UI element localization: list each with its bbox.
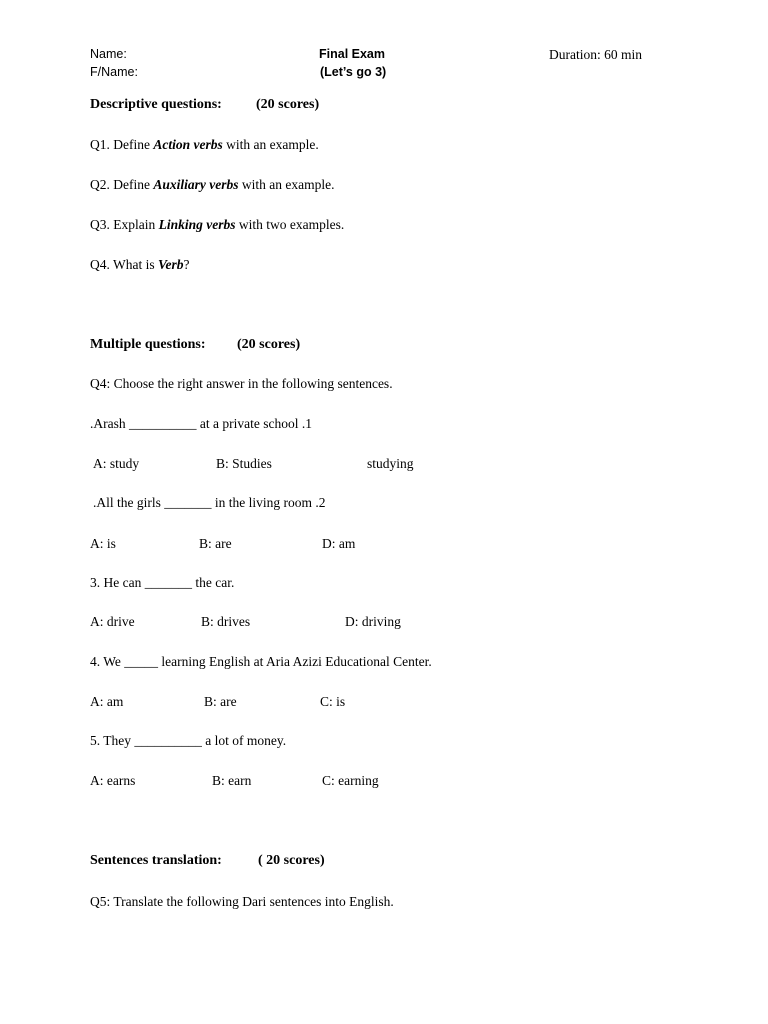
mc-sentence: .All the girls _______ in the living room .2 <box>93 495 326 510</box>
mc-option: B: Studies <box>216 456 272 471</box>
mc-option: D: am <box>322 536 356 551</box>
question-term: Auxiliary verbs <box>153 177 239 192</box>
question-prefix: Q3. Explain <box>90 217 159 232</box>
exam-duration: Duration: 60 min <box>549 47 642 62</box>
mc-sentence: 3. He can _______ the car. <box>90 575 235 590</box>
translation-heading: Sentences translation: <box>90 853 222 868</box>
question-prefix: Q2. Define <box>90 177 154 192</box>
descriptive-scores: (20 scores) <box>256 97 320 112</box>
question-prefix: Q4. What is <box>90 257 158 272</box>
fname-label: F/Name: <box>90 65 138 79</box>
exam-title: Final Exam <box>319 47 385 61</box>
translation-instruction: Q5: Translate the following Dari sentences into English. <box>90 894 394 909</box>
mc-option: A: is <box>90 536 116 551</box>
descriptive-heading: Descriptive questions: <box>90 97 222 112</box>
mc-option: B: are <box>199 536 232 551</box>
question-term: Verb <box>158 257 184 272</box>
mc-option: A: drive <box>90 614 135 629</box>
question-suffix: with an example. <box>238 177 335 192</box>
mc-option: D: driving <box>345 614 401 629</box>
mc-option: C: is <box>320 694 346 709</box>
translation-scores: ( 20 scores) <box>258 853 325 868</box>
mc-option: B: are <box>204 694 237 709</box>
question-suffix: with two examples. <box>235 217 345 232</box>
name-label: Name: <box>90 47 127 61</box>
question-term: Linking verbs <box>158 217 236 232</box>
mc-option: studying <box>367 456 414 471</box>
mc-option: A: earns <box>90 773 136 788</box>
mc-option: B: drives <box>201 614 251 629</box>
multiple-scores: (20 scores) <box>237 337 301 352</box>
question-term: Action verbs <box>153 137 223 152</box>
mc-sentence: 5. They __________ a lot of money. <box>90 733 287 748</box>
mc-sentence: .Arash __________ at a private school .1 <box>90 416 312 431</box>
mc-sentence: 4. We _____ learning English at Aria Azizi Educational Center. <box>90 654 432 669</box>
mc-option: C: earning <box>322 773 379 788</box>
question-prefix: Q1. Define <box>90 137 154 152</box>
question-q2 <box>90 178 334 192</box>
question-q1 <box>90 138 319 152</box>
exam-subtitle: (Let’s go 3) <box>320 65 387 79</box>
mc-option: B: earn <box>212 773 252 788</box>
multiple-instruction: Q4: Choose the right answer in the following sentences. <box>90 376 393 391</box>
question-suffix: with an example. <box>222 137 319 152</box>
multiple-heading: Multiple questions: <box>90 337 206 352</box>
mc-option: A: study <box>93 456 140 471</box>
question-q3 <box>90 218 344 232</box>
question-q4 <box>90 258 190 272</box>
question-suffix: ? <box>183 257 190 272</box>
mc-option: A: am <box>90 694 124 709</box>
